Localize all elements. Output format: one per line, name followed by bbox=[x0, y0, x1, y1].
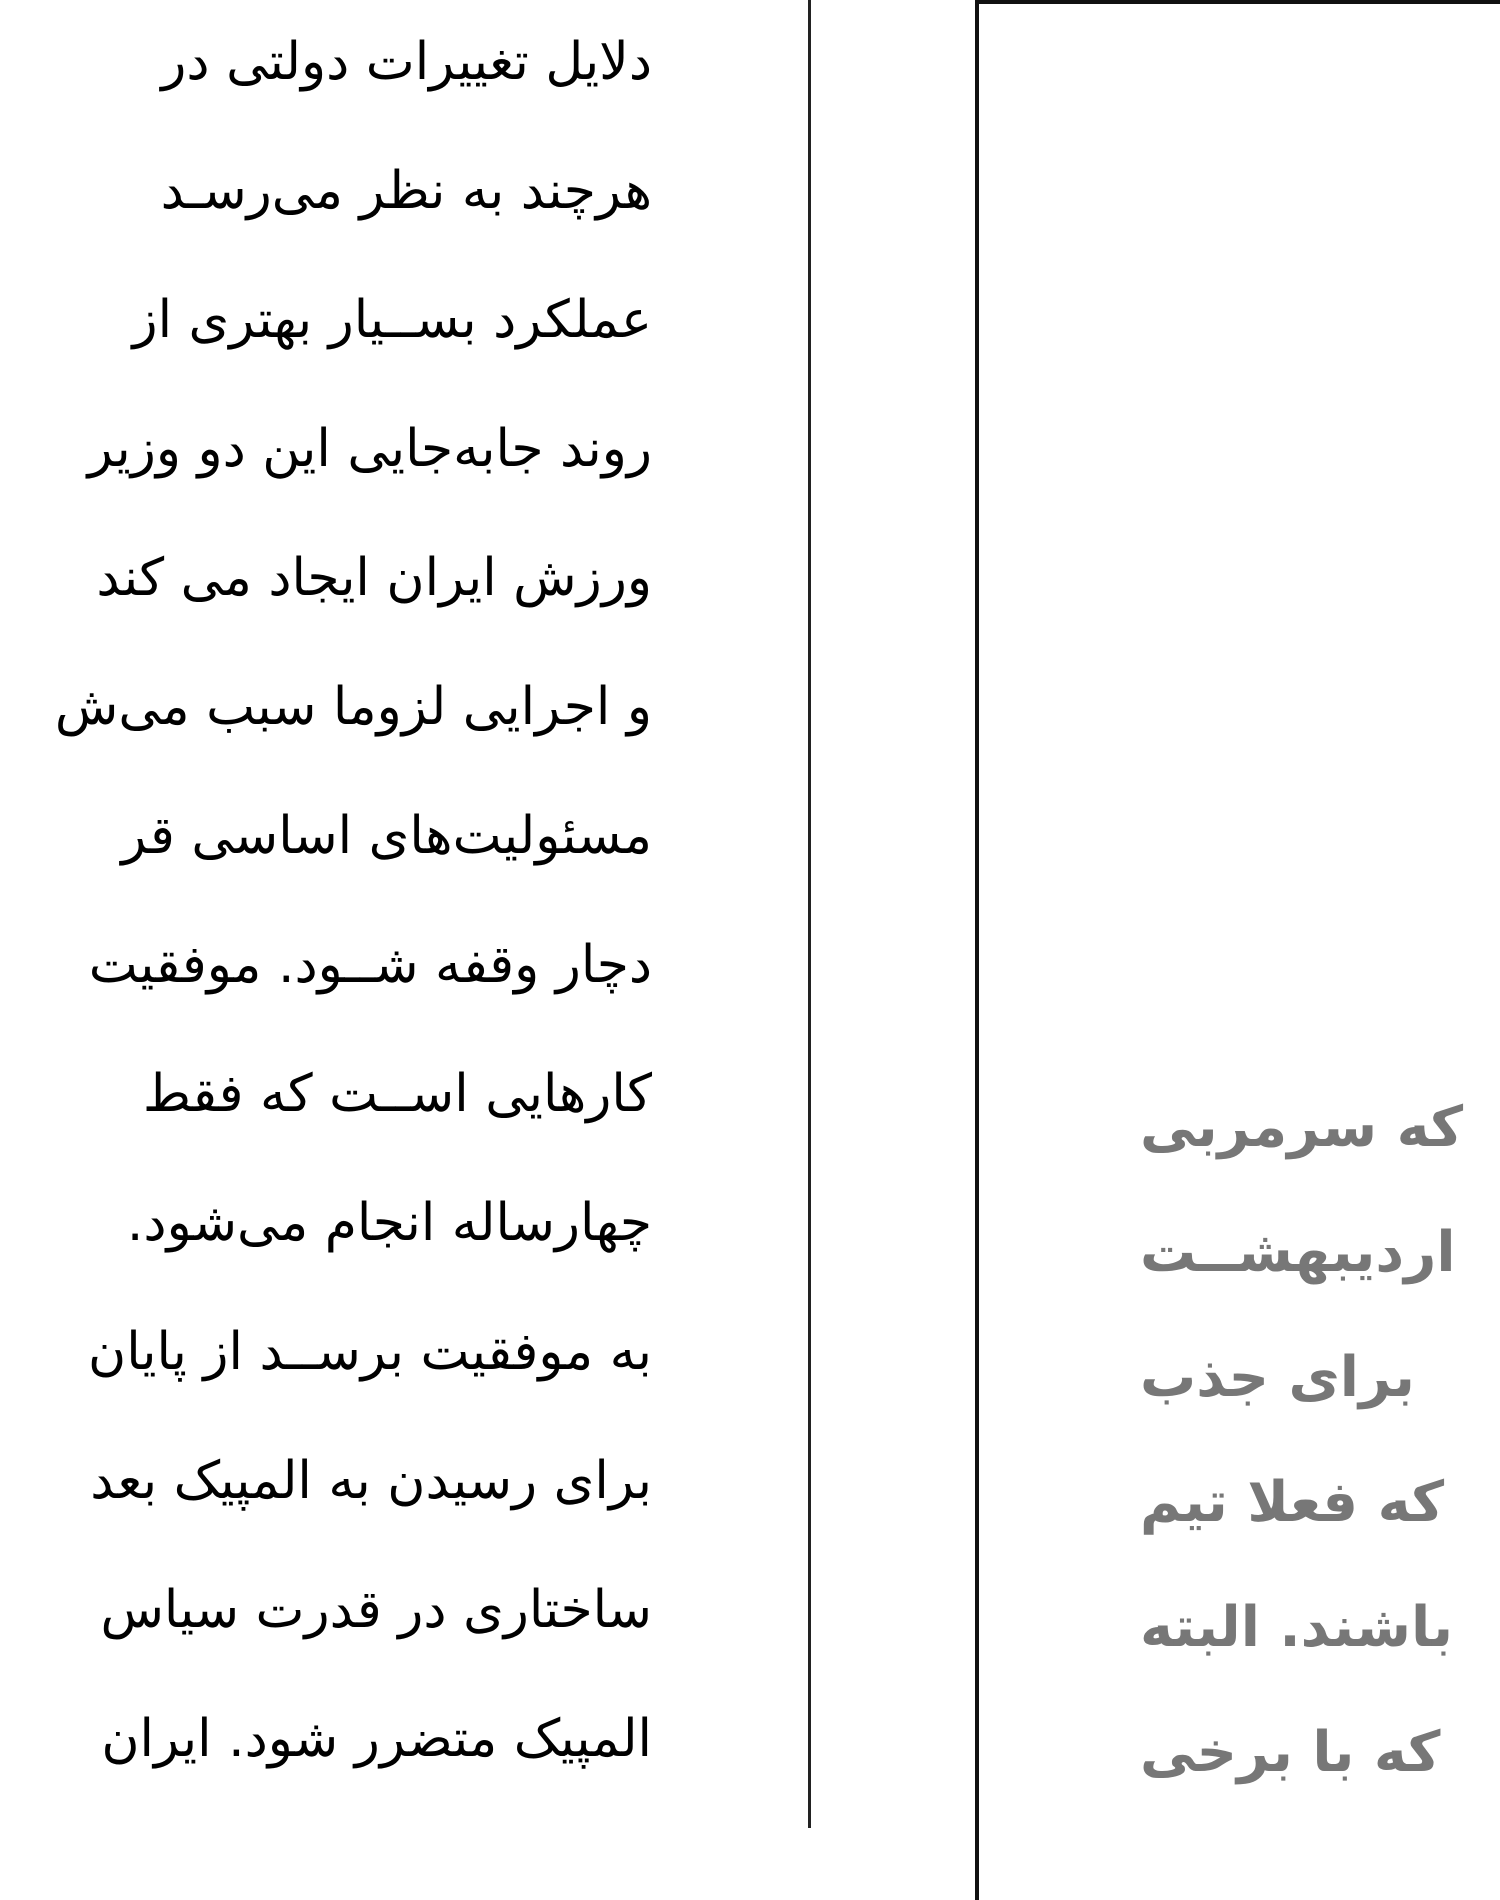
article-line: و اجرایی لزوما سبب می‌ش bbox=[54, 677, 652, 737]
column-divider bbox=[808, 0, 811, 1828]
sidebar-line: که سرمربی bbox=[1140, 1095, 1464, 1160]
article-line: مسئولیت‌های اساسی قر bbox=[121, 806, 652, 866]
sidebar-column bbox=[1140, 0, 1500, 1828]
article-line: دلایل تغییرات دولتی در bbox=[161, 32, 652, 92]
article-column bbox=[0, 0, 655, 1828]
article-line: المپیک متضرر شود. ایران bbox=[101, 1709, 652, 1769]
article-line: دچار وقفه شــود. موفقیت bbox=[88, 935, 652, 995]
article-line: کارهایی اســت که فقط bbox=[142, 1064, 652, 1124]
article-line: عملکرد بســیار بهتری از bbox=[132, 290, 652, 350]
article-line: چهارساله انجام می‌شود. bbox=[126, 1193, 652, 1253]
article-line: به موفقیت برســد از پایان bbox=[88, 1322, 652, 1382]
sidebar-line: که با برخی bbox=[1140, 1720, 1441, 1785]
sidebar-line: که فعلا تیم bbox=[1140, 1470, 1445, 1535]
sidebar-line: باشند. البته bbox=[1140, 1595, 1454, 1660]
sidebar-line: اردیبهشــت bbox=[1140, 1220, 1456, 1285]
article-line: برای رسیدن به المپیک بعد bbox=[90, 1451, 652, 1511]
article-line: ساختاری در قدرت سیاس bbox=[100, 1580, 652, 1640]
article-line: هرچند به نظر می‌رسـد bbox=[160, 161, 652, 221]
article-line: روند جابه‌جایی این دو وزیر bbox=[87, 419, 652, 479]
sidebar-line: برای جذب bbox=[1140, 1345, 1415, 1410]
article-line: ورزش ایران ایجاد می کند bbox=[96, 548, 652, 608]
